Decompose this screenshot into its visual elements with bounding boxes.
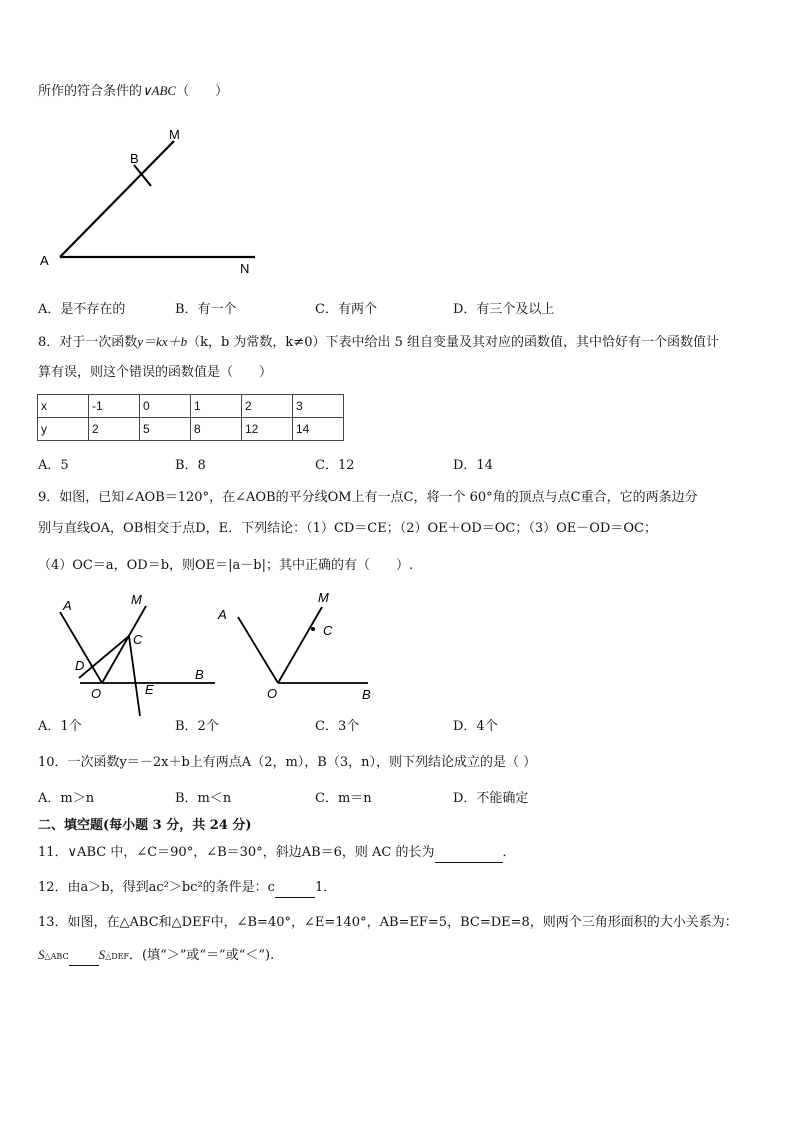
q12-answer-blank[interactable] <box>275 879 315 898</box>
q7-option-c: C．有两个 <box>315 302 377 317</box>
section-title: 二、填空题(每小题 3 分，共 24 分) <box>38 818 252 833</box>
q9-stem-line1: 9．如图，已知∠AOB＝120°，在∠AOB的平分线OM上有一点C，将一个 60°角的顶点与点C重合，它的两条边分 <box>38 490 698 505</box>
q7-stem <box>38 82 228 101</box>
q7-option-d: D．有三个及以上 <box>453 302 555 317</box>
q10-stem: 10．一次函数y＝－2x＋b上有两点A（2，m），B（3，n），则下列结论成立的是（ ） <box>38 755 537 770</box>
q10-option-c: C．m＝n <box>315 791 372 806</box>
q9-figure-1 <box>55 590 225 720</box>
q9-option-b: B．2个 <box>175 719 219 734</box>
table-cell: 8 <box>191 418 242 441</box>
table-cell: 2 <box>89 418 140 441</box>
q7-paren: （ ） <box>176 84 229 99</box>
q7-figure <box>30 120 270 280</box>
q7-option-b: B．有一个 <box>175 302 237 317</box>
q10-option-b: B．m＜n <box>175 791 232 806</box>
q8-option-a: A．5 <box>38 458 69 473</box>
table-cell: 1 <box>191 395 242 418</box>
table-cell: 12 <box>242 418 293 441</box>
q13-s1-sub: △ABC <box>44 952 69 961</box>
table-cell: 14 <box>293 418 344 441</box>
q12-post: 1． <box>314 880 337 895</box>
q13-s2-sub: △DEF <box>105 952 130 961</box>
fig1-label-e: E <box>145 682 154 697</box>
label-b: B <box>130 151 139 166</box>
q11-stem <box>38 844 516 863</box>
q8-stem-line2: 算有误，则这个错误的函数值是（ ） <box>38 365 273 380</box>
table-header-y: y <box>38 418 89 441</box>
table-header-x: x <box>38 395 89 418</box>
q7-stem-text: 所作的符合条件的 <box>38 84 143 99</box>
fig2-label-c: C <box>323 623 333 638</box>
q12-stem <box>38 879 336 898</box>
q7-triangle: ∨ABC <box>142 83 177 98</box>
q8-option-b: B．8 <box>175 458 206 473</box>
point-c <box>311 627 315 631</box>
fig2-label-b: B <box>362 687 371 702</box>
table-cell: 2 <box>242 395 293 418</box>
fig2-label-a: A <box>218 607 227 622</box>
q11-post: ． <box>502 845 516 860</box>
q9-stem-line3: （4）OC＝a，OD＝b，则OE＝|a－b|；其中正确的有（ ）. <box>38 558 414 573</box>
table-cell: 5 <box>140 418 191 441</box>
q9-option-a: A．1个 <box>38 719 82 734</box>
q7-option-a: A．是不存在的 <box>38 302 126 317</box>
q13-stem-line2 <box>38 946 274 966</box>
q13-stem-line1: 13．如图，在△ABC和△DEF中，∠B=40°，∠E=140°，AB=EF=5，BC=DE=8，则两个三角形面积的大小关系为： <box>38 915 738 930</box>
q8-stem-line1 <box>38 333 719 352</box>
q13-post: ．(填“＞”或“＝”或“＜”). <box>129 948 275 963</box>
q9-option-c: C．3个 <box>315 719 360 734</box>
q10-option-a: A．m＞n <box>38 791 95 806</box>
q13-answer-blank[interactable] <box>69 947 99 966</box>
q11-text: 11．∨ABC 中，∠C＝90°，∠B＝30°，斜边AB＝6，则 AC 的长为 <box>38 845 435 860</box>
fig1-label-c: C <box>133 632 143 647</box>
q12-text: 12．由a＞b，得到ac²＞bc²的条件是：c <box>38 880 275 895</box>
q8-value-table <box>37 394 344 441</box>
q8-function: y＝kx＋b <box>137 334 188 349</box>
q11-answer-blank[interactable] <box>435 844 503 863</box>
label-a: A <box>40 253 49 268</box>
fig1-label-m: M <box>131 592 142 607</box>
fig1-label-o: O <box>91 686 102 701</box>
q9-figure-2 <box>210 585 385 710</box>
segment-ce <box>129 636 140 716</box>
q9-option-d: D．4个 <box>453 719 498 734</box>
label-n: N <box>240 261 250 276</box>
fig1-label-b: B <box>195 667 204 682</box>
q8-option-c: C．12 <box>315 458 355 473</box>
fig1-label-d: D <box>75 658 85 673</box>
ray-om <box>278 607 322 683</box>
q8-line1-pre: 8．对于一次函数 <box>38 335 138 350</box>
q13-s2: S <box>98 947 106 962</box>
fig2-label-m: M <box>318 590 329 605</box>
table-cell: 3 <box>293 395 344 418</box>
table-cell: -1 <box>89 395 140 418</box>
label-m: M <box>169 127 180 142</box>
q13-s1: S <box>38 947 45 962</box>
ray-oa <box>238 617 278 683</box>
ray-am <box>60 141 174 257</box>
table-cell: 0 <box>140 395 191 418</box>
table-row-x <box>38 395 344 418</box>
fig2-label-o: O <box>267 686 278 701</box>
q8-line1-mid: （k，b 为常数，k≠0）下表中给出 5 组自变量及其对应的函数值，其中恰好有一个函数值计 <box>187 335 720 350</box>
table-row-y <box>38 418 344 441</box>
fig1-label-a: A <box>63 598 72 613</box>
q8-option-d: D．14 <box>453 458 493 473</box>
q9-stem-line2: 别与直线OA，OB相交于点D，E．下列结论：（1）CD＝CE；（2）OE＋OD＝OC；（3）OE－OD＝OC； <box>38 521 657 536</box>
q10-option-d: D．不能确定 <box>453 791 529 806</box>
